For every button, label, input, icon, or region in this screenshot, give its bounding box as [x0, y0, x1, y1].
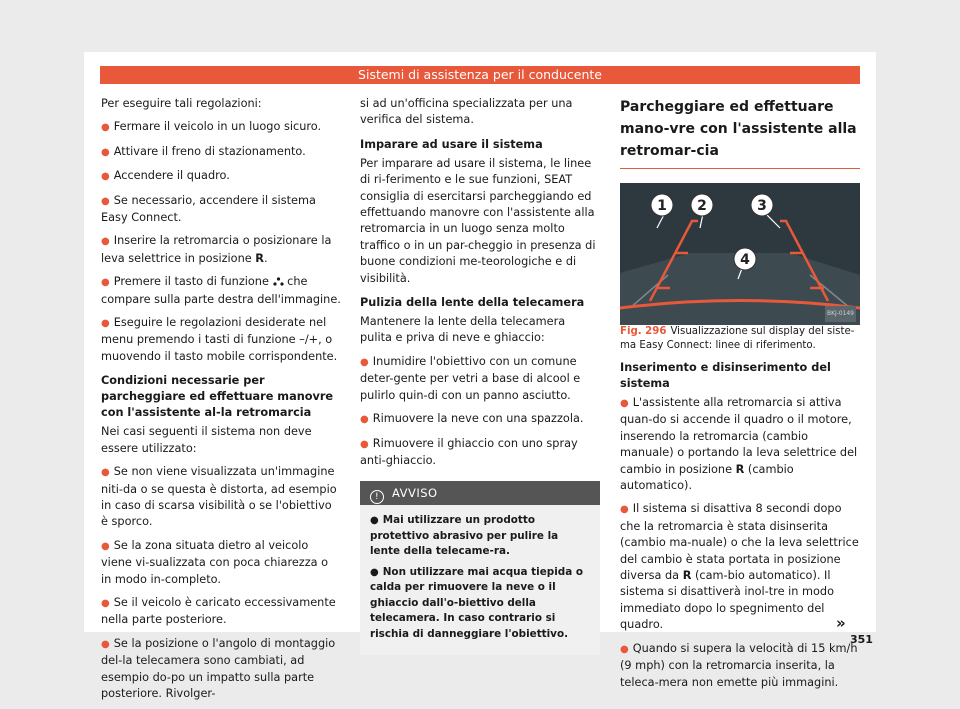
bullet-icon: ●: [101, 171, 110, 183]
list-item: ● Eseguire le regolazioni desiderate nel menu premendo i tasti di funzione –/+, o muovendo il tasto mobile corrispondente.: [101, 316, 338, 363]
parking-settings-icon: [273, 277, 284, 286]
bullet-icon: ●: [360, 356, 369, 368]
warning-body: [360, 505, 600, 655]
conditions-intro: Nei casi seguenti il sistema non deve essere utilizzato:: [101, 425, 312, 455]
warning-header: ! AVVISO: [360, 481, 600, 505]
section-title: Parcheggiare ed effettuare mano-vre con l'assistente alla retromar-cia: [620, 96, 860, 169]
callout-3: 3: [757, 198, 767, 214]
figure-id: BKJ-0149: [825, 306, 856, 322]
intro-text: Per eseguire tali regolazioni:: [101, 97, 262, 110]
warning-item: ● Non utilizzare mai acqua tiepida o calda per rimuovere la neve o il ghiaccio dall'o-biettivo della telecamera. In caso contrario si rischia di danneggiare l'obiettivo.: [370, 565, 583, 640]
callout-1: 1: [657, 198, 667, 214]
figure-caption: Fig. 296 Visualizzazione sul display del siste-ma Easy Connect: linee di riferimento.: [620, 326, 855, 351]
bullet-icon: ●: [101, 597, 110, 609]
bullet-icon: ●: [101, 277, 110, 289]
list-item: ● Inumidire l'obiettivo con un comune deter-gente per vetri a base di alcool e pulirlo quin-di con un panno asciutto.: [360, 354, 581, 402]
list-item: ● Se non viene visualizzata un'immagine niti-da o se questa è distorta, ad esempio in caso di scarsa visibilità o se l'obiettivo è sporco.: [101, 465, 337, 529]
list-item: ● Rimuovere il ghiaccio con uno spray anti-ghiaccio.: [360, 436, 578, 467]
page-header: Sistemi di assistenza per il conducente: [100, 66, 860, 84]
section-heading: Pulizia della lente della telecamera: [360, 296, 585, 310]
paragraph: Mantenere la lente della telecamera pulita e priva di neve e ghiaccio:: [360, 315, 566, 345]
bullet-icon: ●: [101, 122, 110, 134]
section-heading: Imparare ad usare il sistema: [360, 137, 543, 151]
list-item: ● Se la posizione o l'angolo di montaggio del-la telecamera sono cambiati, ad esempio do-po un impatto sulla parte posteriore. Rivolger-: [101, 636, 336, 700]
bullet-icon: ●: [370, 566, 379, 578]
column-2: [360, 96, 600, 655]
continued-text: si ad un'officina specializzata per una verifica del sistema.: [360, 97, 573, 127]
callout-4: 4: [740, 252, 750, 268]
camera-guidelines-illustration: [620, 183, 860, 325]
list-item: ● Inserire la retromarcia o posizionare la leva selettrice in posizione R.: [101, 234, 332, 265]
bullet-icon: ●: [360, 438, 369, 450]
list-item: ● L'assistente alla retromarcia si attiva quan-do si accende il quadro o il motore, inserendo la retromarcia (cambio manuale) o portando la leva selettrice del cambio in posizione R (cambio automatico).: [620, 396, 858, 493]
paragraph: Per imparare ad usare il sistema, le linee di ri-ferimento e le sue funzioni, SEAT consiglia di esercitarsi parcheggiando ed effettuando manovre con l'assistente alla retromarcia in un luogo senza molto traffico o in un par-cheggio in presenza di buone condizioni me-teorologiche e di visibilità.: [360, 156, 596, 285]
list-item: ● Rimuovere la neve con una spazzola.: [360, 412, 584, 426]
bullet-icon: ●: [101, 467, 110, 479]
bullet-icon: ●: [101, 236, 110, 248]
list-item: ● Fermare il veicolo in un luogo sicuro.: [101, 120, 322, 134]
continue-arrows: »: [836, 614, 846, 632]
warning-icon: !: [370, 490, 384, 504]
column-3: [620, 96, 860, 698]
list-item: ● Se la zona situata dietro al veicolo viene vi-sualizzata con poca chiarezza o in modo in-completo.: [101, 538, 329, 586]
bullet-icon: ●: [101, 195, 110, 207]
list-item: ● Il sistema si disattiva 8 secondi dopo che la retromarcia è stata disinserita (cambio ma-nuale) o che la leva selettrice del cambio è stata portata in posizione diversa da R (cam-bio automatico). Il sistema si disattiverà inol-tre in modo immediato dopo lo spegnimento del quadro.: [620, 502, 859, 632]
callout-2: 2: [697, 198, 707, 214]
rearview-camera-figure: [620, 183, 860, 325]
bullet-icon: ●: [360, 414, 369, 426]
list-item: ● Se necessario, accendere il sistema Easy Connect.: [101, 193, 316, 225]
warning-item: ● Mai utilizzare un prodotto protettivo abrasivo per pulire la lente della telecame-ra.: [370, 514, 559, 558]
list-item: ● Accendere il quadro.: [101, 169, 230, 183]
bullet-icon: ●: [620, 643, 629, 655]
bullet-icon: ●: [620, 504, 629, 516]
warning-box: [360, 481, 600, 655]
column-1: [101, 96, 341, 709]
bullet-icon: ●: [620, 398, 629, 409]
bullet-icon: ●: [370, 515, 379, 527]
bullet-icon: ●: [101, 146, 110, 158]
bullet-icon: ●: [101, 540, 110, 552]
list-item: ● Se il veicolo è caricato eccessivamente nella parte posteriore.: [101, 595, 336, 627]
list-item: ● Quando si supera la velocità di 15 km/h (9 mph) con la retromarcia inserita, la teleca-mera non emette più immagini.: [620, 641, 858, 689]
list-item: ● Premere il tasto di funzione che compare sulla parte destra dell'immagine.: [101, 275, 341, 306]
bullet-icon: ●: [101, 318, 110, 330]
bullet-icon: ●: [101, 638, 110, 650]
page-number: 351: [850, 633, 873, 646]
list-item: ● Attivare il freno di stazionamento.: [101, 144, 306, 158]
section-heading: Condizioni necessarie per parcheggiare ed effettuare manovre con l'assistente al-la retromarcia: [101, 374, 334, 420]
section-heading: Inserimento e disinserimento del sistema: [620, 361, 831, 390]
